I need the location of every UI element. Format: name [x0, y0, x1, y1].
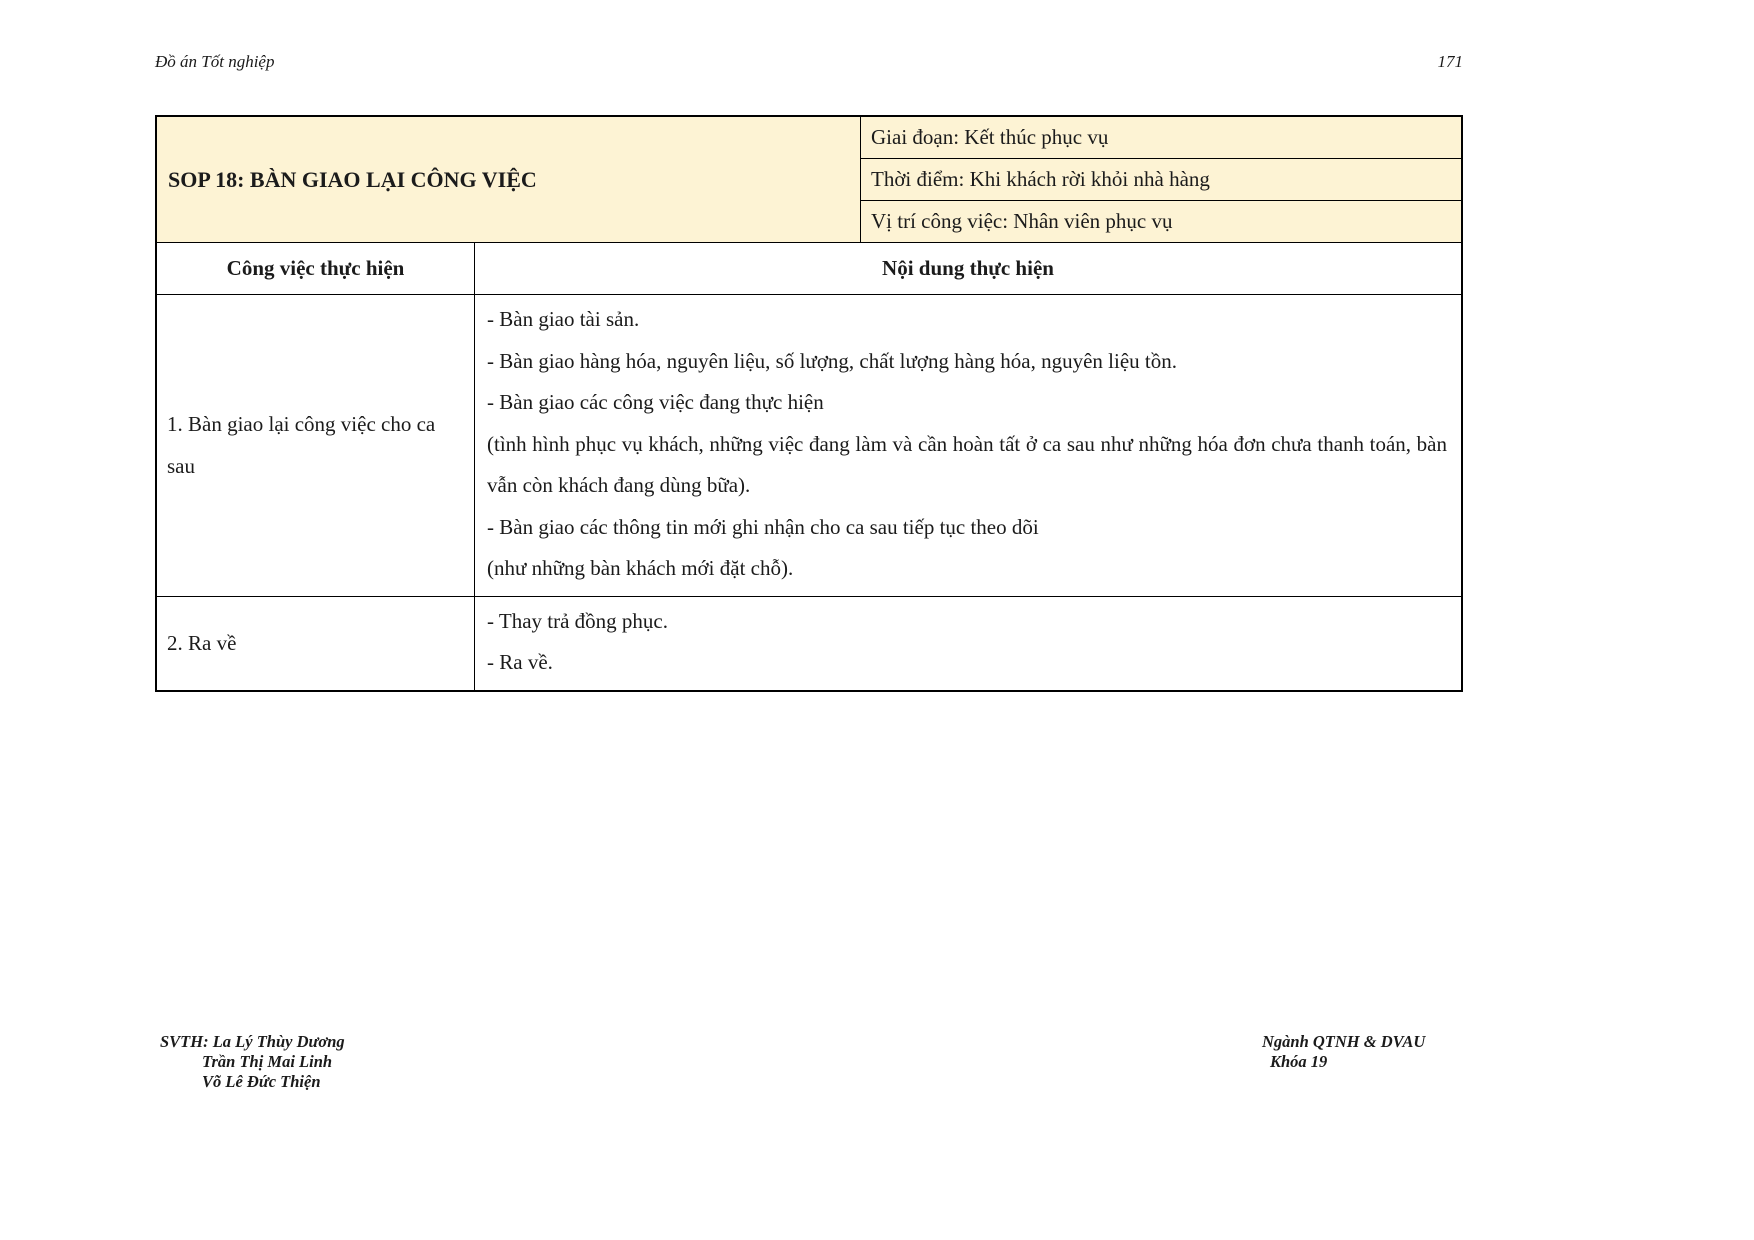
table-row: [157, 295, 1461, 597]
sop-title-cell: [157, 117, 861, 243]
meta-time: Thời điểm: Khi khách rời khỏi nhà hàng: [871, 167, 1210, 191]
task-cell: [157, 597, 475, 690]
task-label: 1. Bàn giao lại công việc cho ca sau: [167, 412, 436, 479]
table-row: [157, 597, 1461, 690]
footer-author-line: SVTH: La Lý Thùy Dương: [160, 1032, 345, 1051]
footer-author-line: Võ Lê Đức Thiện: [202, 1072, 321, 1091]
content-line: (tình hình phục vụ khách, những việc đang làm và cần hoàn tất ở ca sau như những hóa đơn chưa thanh toán, bàn vẫn còn khách đang dùng bữa).: [487, 431, 1447, 497]
meta-stage: Giai đoạn: Kết thúc phục vụ: [871, 125, 1109, 149]
meta-position-cell: [861, 201, 1461, 243]
page-number: 171: [1437, 52, 1463, 71]
task-label: 2. Ra về: [167, 631, 237, 655]
footer-program: [1262, 1032, 1432, 1072]
content-line: - Bàn giao các công việc đang thực hiện: [487, 390, 824, 414]
meta-position: Vị trí công việc: Nhân viên phục vụ: [871, 209, 1173, 233]
sop-table: [155, 115, 1463, 692]
content-line: - Bàn giao hàng hóa, nguyên liệu, số lượng, chất lượng hàng hóa, nguyên liệu tồn.: [487, 348, 1178, 373]
footer-program-line: Ngành QTNH & DVAU: [1262, 1032, 1426, 1051]
content-line: (như những bàn khách mới đặt chỗ).: [487, 556, 794, 580]
task-cell: [157, 295, 475, 597]
sop-title: SOP 18: BÀN GIAO LẠI CÔNG VIỆC: [168, 166, 537, 192]
column-header-content: Nội dung thực hiện: [475, 243, 1461, 295]
footer-author-line: Trần Thị Mai Linh: [202, 1052, 333, 1071]
column-header-task: Công việc thực hiện: [157, 243, 475, 295]
footer-authors: [160, 1032, 345, 1092]
sop-header-section: [157, 117, 1461, 243]
content-line: - Ra về.: [487, 650, 553, 674]
meta-stage-cell: [861, 117, 1461, 159]
meta-time-cell: [861, 159, 1461, 201]
content-line: - Thay trả đồng phục.: [487, 608, 668, 633]
content-cell: [475, 295, 1461, 597]
table-column-headers: [157, 243, 1461, 295]
document-title: Đồ án Tốt nghiệp: [155, 52, 275, 71]
content-cell: [475, 597, 1461, 690]
content-line: - Bàn giao các thông tin mới ghi nhận cho ca sau tiếp tục theo dõi: [487, 514, 1039, 539]
footer-program-line: Khóa 19: [1270, 1052, 1328, 1071]
page-header: [155, 52, 1463, 72]
content-line: - Bàn giao tài sản.: [487, 307, 640, 331]
